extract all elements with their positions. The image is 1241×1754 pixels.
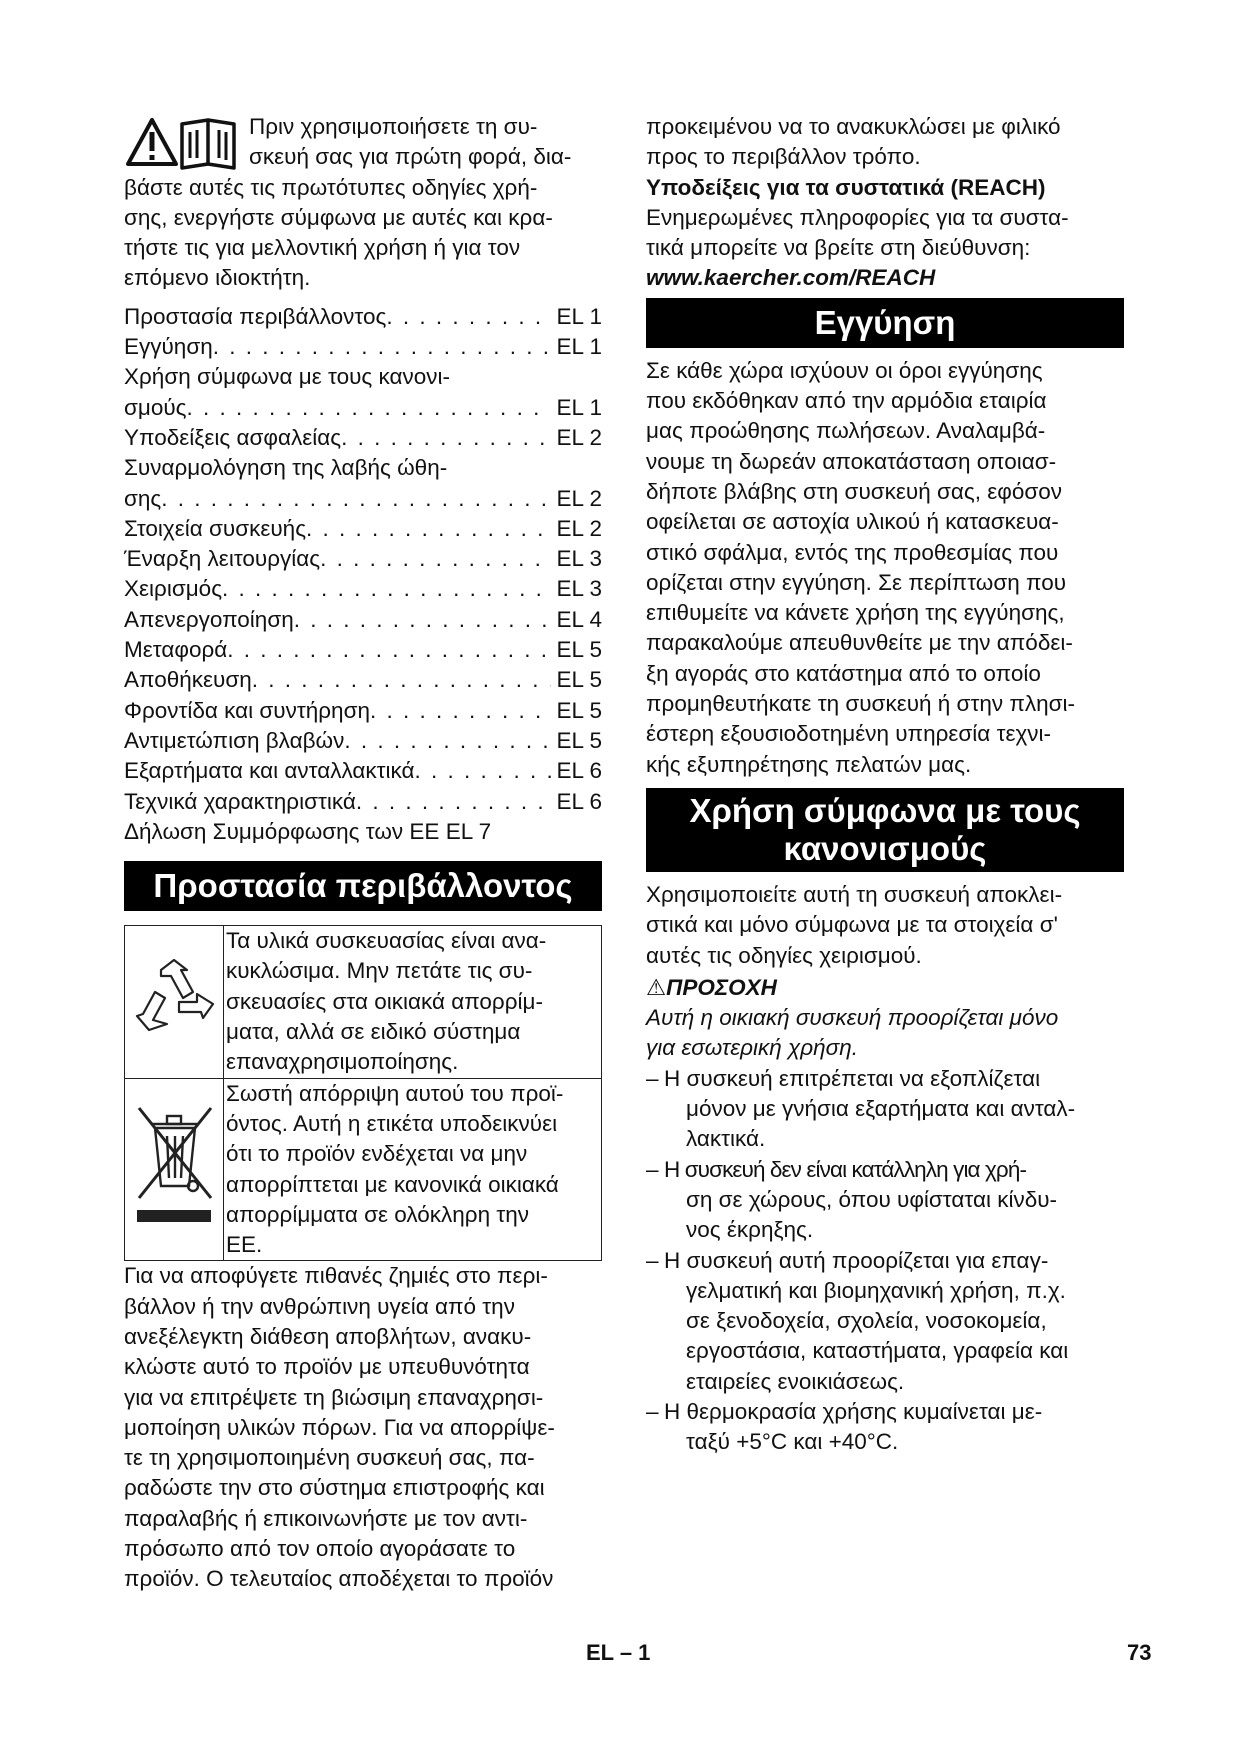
- toc-entry[interactable]: Χειρισμός . . . EL 3: [124, 574, 602, 604]
- reach-section: Υποδείξεις για τα συστατικά (REACH) Ενημερωμένες πληροφορίες για τα συστα- τικά μπορείτε να βρείτε στη διεύθυνση: www.kaercher.com/REACH: [646, 173, 1124, 294]
- intro-line: τήστε τις για μελλοντική χρήση ή για τον: [124, 235, 521, 261]
- intro-paragraph: [124, 112, 602, 294]
- intro-line: βάστε αυτές τις πρωτότυπες οδηγίες χρή-: [124, 174, 538, 200]
- toc-entry[interactable]: Προστασία περιβάλλοντος . . . EL 1: [124, 302, 602, 332]
- toc-entry[interactable]: Δήλωση Συμμόρφωσης των ΕΕ EL 7: [124, 818, 492, 844]
- caution-text: Αυτή η οικιακή συσκευή προορίζεται μόνο για εσωτερική χρήση.: [646, 1005, 1059, 1061]
- environment-body-continued: προκειμένου να το ανακυκλώσει με φιλικό προς το περιβάλλον τρόπο.: [646, 114, 1061, 170]
- environment-body: Για να αποφύγετε πιθανές ζημιές στο περι- βάλλον ή την ανθρώπινη υγεία από την ανεξέλεγκτη διάθεση αποβλήτων, ανακυ- κλώστε αυτό το προϊόν με υπευθυνότητα για να επιτρέψετε τη βιώσιμη επαναχρησι- μοποίηση υλικών πόρων. Για να απορρίψε- τε τη χρησιμοποιημένη συσκευή σας, πα- ραδώστε την στο σύστημα επιστροφής και παραλαβής ή επικοινωνήστε με τον αντι- πρόσωπο από τον οποίο αγοράσατε το προϊόν. Ο τελευταίος αποδέχεται το προϊόν: [124, 1263, 555, 1592]
- toc-entry[interactable]: Εξαρτήματα και ανταλλακτικά . . . EL 6: [124, 756, 602, 786]
- warning-and-manual-icon: [124, 114, 241, 170]
- toc-entry[interactable]: Αντιμετώπιση βλαβών . . . EL 5: [124, 726, 602, 756]
- section-heading-environment: Προστασία περιβάλλοντος: [124, 861, 602, 911]
- intended-use-body: Χρησιμοποιείτε αυτή τη συσκευή αποκλει- στικά και μόνο σύμφωνα με τα στοιχεία σ' αυτές τις οδηγίες χειρισμού.: [646, 881, 1063, 968]
- table-of-contents: [124, 302, 602, 847]
- recycling-text-line: ματα, αλλά σε ειδικό σύστημα: [226, 1019, 521, 1045]
- toc-entry[interactable]: σης . . . EL 2: [124, 484, 602, 514]
- footer-page-number: 73: [1127, 1640, 1152, 1665]
- reach-url-link[interactable]: www.kaercher.com/REACH: [646, 265, 936, 291]
- section-heading-warranty: Εγγύηση: [646, 298, 1124, 348]
- caution-label: ⚠ΠΡΟΣΟΧΗ: [646, 974, 777, 1000]
- weee-text-line: απορρίμματα σε ολόκληρη την: [226, 1201, 529, 1227]
- recycling-text-line: σκευασίες στα οικιακά απορρίμ-: [226, 988, 543, 1014]
- toc-entry-first-line[interactable]: Συναρμολόγηση της λαβής ώθη-: [124, 455, 448, 481]
- intro-line: σκευή σας για πρώτη φορά, δια-: [249, 144, 572, 170]
- toc-entry[interactable]: Εγγύηση . . . EL 1: [124, 332, 602, 362]
- recycling-text-line: Τα υλικά συσκευασίας είναι ανα-: [226, 928, 547, 954]
- intro-line: σης, ενεργήστε σύμφωνα με αυτές και κρα-: [124, 204, 553, 230]
- toc-entry-first-line[interactable]: Χρήση σύμφωνα με τους κανονι-: [124, 364, 451, 390]
- weee-text-line: ότι το προϊόν ενδέχεται να μην: [226, 1141, 528, 1167]
- warranty-body: Σε κάθε χώρα ισχύουν οι όροι εγγύησης που εκδόθηκαν από την αρμόδια εταιρία μας προώθησης πωλήσεων. Αναλαμβά- νουμε τη δωρεάν αποκατάσταση οποιασ- δήποτε βλάβης στη συσκευή σας, εφόσον οφείλεται σε αστοχία υλικού ή κατασκευα- στικό σφάλμα, εντός της προθεσμίας που ορίζεται στην εγγύηση. Σε περίπτωση που επιθυμείτε να κάνετε χρήση της εγγύησης, παρακαλούμε απευθυνθείτε με την απόδει- ξη αγοράς στο κατάστημα από το οποίο προμηθευτήκατε τη συσκευή ή στην πλησι- έστερη εξουσιοδοτημένη υπηρεσία τεχνι- κής εξυπηρέτησης πελατών μας.: [646, 357, 1076, 777]
- toc-entry[interactable]: σμούς . . . EL 1: [124, 393, 602, 423]
- recycling-text-line: επαναχρησιμοποίησης.: [226, 1049, 459, 1075]
- toc-entry[interactable]: Μεταφορά . . . EL 5: [124, 635, 602, 665]
- list-item: – Η συσκευή αυτή προορίζεται για επαγ- γελματική και βιομηχανική χρήση, π.χ. σε ξενοδοχεία, σχολεία, νοσοκομεία, εργοστάσια, καταστήματα, γραφεία και εταιρείες ενοικιάσεως.: [646, 1246, 1124, 1397]
- section-heading-intended-use: Χρήση σύμφωνα με τους κανονισμούς: [646, 788, 1124, 872]
- recycling-icon: [131, 958, 217, 1038]
- crossed-out-bin-icon: [131, 1100, 217, 1230]
- reach-title: Υποδείξεις για τα συστατικά (REACH): [646, 174, 1046, 200]
- intro-line: Πριν χρησιμοποιήσετε τη συ-: [249, 114, 538, 139]
- weee-text-line: απορρίπτεται με κανονικά οικιακά: [226, 1171, 559, 1197]
- toc-entry[interactable]: Στοιχεία συσκευής . . . EL 2: [124, 514, 602, 544]
- toc-entry[interactable]: Έναρξη λειτουργίας . . . EL 3: [124, 544, 602, 574]
- list-item: – Η συσκευή επιτρέπεται να εξοπλίζεται μόνον με γνήσια εξαρτήματα και ανταλ- λακτικά.: [646, 1064, 1124, 1155]
- toc-entry[interactable]: Υποδείξεις ασφαλείας . . . EL 2: [124, 423, 602, 453]
- toc-entry[interactable]: Τεχνικά χαρακτηριστικά . . . EL 6: [124, 787, 602, 817]
- intended-use-list: [646, 1064, 1124, 1458]
- warning-icon: ⚠: [646, 974, 667, 1000]
- weee-text-line: ΕΕ.: [226, 1232, 263, 1258]
- intro-line: επόμενο ιδιοκτήτη.: [124, 265, 311, 291]
- left-column: [124, 112, 602, 1595]
- recycling-text-line: κυκλώσιμα. Μην πετάτε τις συ-: [226, 958, 533, 984]
- list-item: – Η θερμοκρασία χρήσης κυμαίνεται με- ταξύ +5°C και +40°C.: [646, 1397, 1124, 1458]
- environment-table: [124, 925, 602, 1261]
- weee-text-line: Σωστή απόρριψη αυτού του προϊ-: [226, 1080, 564, 1106]
- toc-entry[interactable]: Απενεργοποίηση . . . EL 4: [124, 605, 602, 635]
- toc-entry[interactable]: Φροντίδα και συντήρηση . . . EL 5: [124, 696, 602, 726]
- toc-entry[interactable]: Αποθήκευση . . . EL 5: [124, 665, 602, 695]
- weee-text-line: όντος. Αυτή η ετικέτα υποδεικνύει: [226, 1110, 558, 1136]
- list-item: – Η συσκευή δεν είναι κατάλληλη για χρή- ση σε χώρους, όπου υφίσταται κίνδυ- νος έκρηξης.: [646, 1155, 1124, 1246]
- right-column: [646, 112, 1124, 1458]
- footer-section-code: EL – 1: [586, 1640, 651, 1665]
